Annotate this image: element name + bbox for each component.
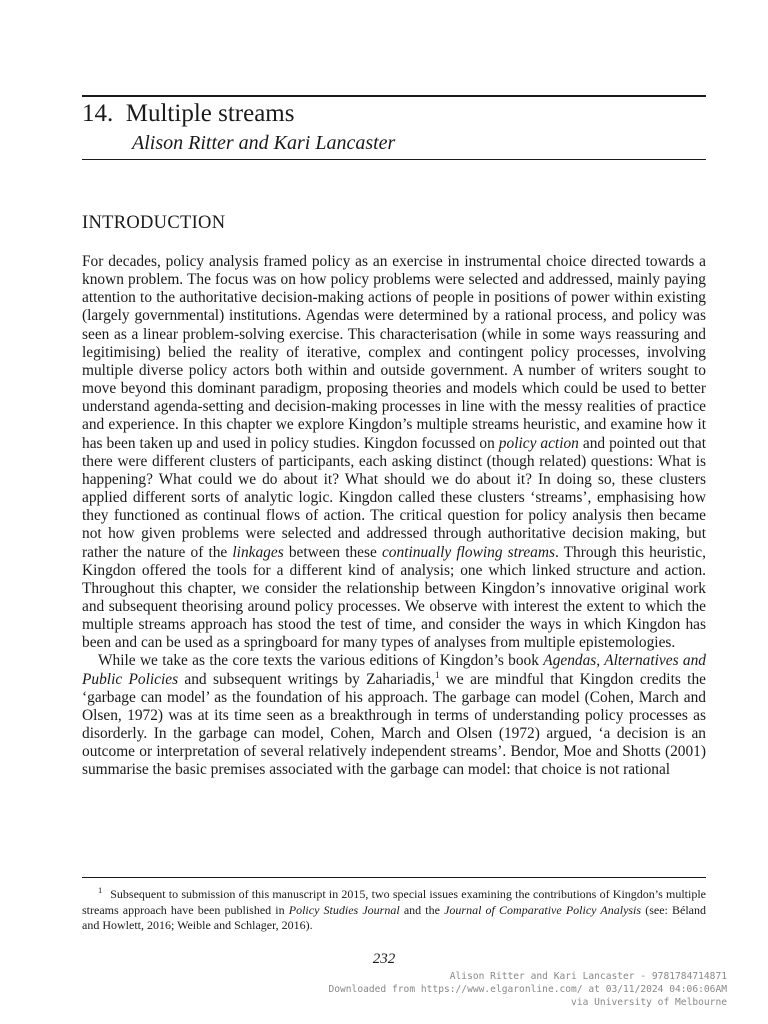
paragraph-1: For decades, policy analysis framed policy as an exercise in instrumental choice directed towards a known problem. The focus was on how policy problems were selected and addressed, mainly paying attention to the authoritative decision-making actions of people in positions of power within existing (largely governmental) institutions. Agendas were determined by a rational process, and policy was seen as a linear problem-solving exercise. This characterisation (while in some ways reassuring and legitimising) belied the reality of iterative, complex and contingent policy processes, involving multiple diverse policy actors both within and outside government. A number of writers sought to move beyond this dominant paradigm, proposing theories and models which could be used to better understand agenda-setting and decision-making processes in line with the messy realities of practice and experience. In this chapter we explore Kingdon’s multiple streams heuristic, and examine how it has been taken up and used in policy studies. Kingdon focussed on policy action and pointed out that there were different clusters of participants, each asking distinct (though related) questions: What is happening? What could we do about it? What should we do about it? In doing so, these clusters applied different sorts of analytic logic. Kingdon called these clusters ‘streams’, emphasising how they functioned as continual flows of action. The critical question for policy analysis then became not how given problems were selected and addressed through authoritative decision making, but rather the nature of the linkages between these continually flowing streams. Through this heuristic, Kingdon offered the tools for a different kind of analysis; one which linked structure and action. Throughout this chapter, we consider the relationship between Kingdon’s innovative original work and subsequent theorising around policy processes. We observe with interest the extent to which the multiple streams approach has stood the test of time, and consider the ways in which Kingdon has been and can be used as a springboard for many types of analyses from multiple epistemologies. [82,253,706,652]
chapter-authors: Alison Ritter and Kari Lancaster [132,132,396,154]
footnote-number: 1 [98,885,103,895]
body-text [82,253,706,780]
watermark-line-1: Alison Ritter and Kari Lancaster - 9781784714871 [449,971,727,982]
top-rule [82,95,706,97]
download-watermark [328,970,727,1009]
watermark-line-3: via University of Melbourne [571,997,727,1008]
footnote: $^1$ Subsequent to submission of this manuscript in 2015, two special issues examining the contributions of Kingdon’s multiple streams approach have been published in Policy Studies Journal and the Journal of Comparative Policy Analysis (see: Béland and Howlett, 2016; Weible and Schlager, 2016). [82,885,706,932]
footnote-rule [82,877,706,878]
chapter-header [82,98,706,156]
footnote-reference[interactable]: 1 [434,669,440,680]
paragraph-2: While we take as the core texts the various editions of Kingdon’s book Agendas, Alternatives and Public Policies and subsequent writings by Zahariadis,$^1$ we are mindful that Kingdon credits the ‘garbage can model’ as the foundation of his approach. The garbage can model (Cohen, March and Olsen, 1972) was at its time seen as a breakthrough in terms of understanding policy processes as disorderly. In the garbage can model, Cohen, March and Olsen (1972) argued, ‘a decision is an outcome or interpretation of several relatively independent streams’. Bendor, Moe and Shotts (2001) summarise the basic premises associated with the garbage can model: that choice is not rational [82,652,706,779]
section-heading: INTRODUCTION [82,213,226,233]
header-bottom-rule [82,159,706,160]
chapter-title [82,98,706,130]
chapter-number: 14. [82,100,114,127]
page-number: 232 [372,951,396,967]
chapter-title-text: Multiple streams [125,100,295,127]
book-title: Agendas, Alternatives and Public Policies [82,652,706,688]
watermark-line-2: Downloaded from https://www.elgaronline.com/ at 03/11/2024 04:06:06AM [328,984,727,995]
emphasis-continually-flowing-streams: continually flowing streams [381,543,555,561]
emphasis-linkages: linkages [232,543,284,561]
emphasis-policy-action: policy action [498,434,579,452]
